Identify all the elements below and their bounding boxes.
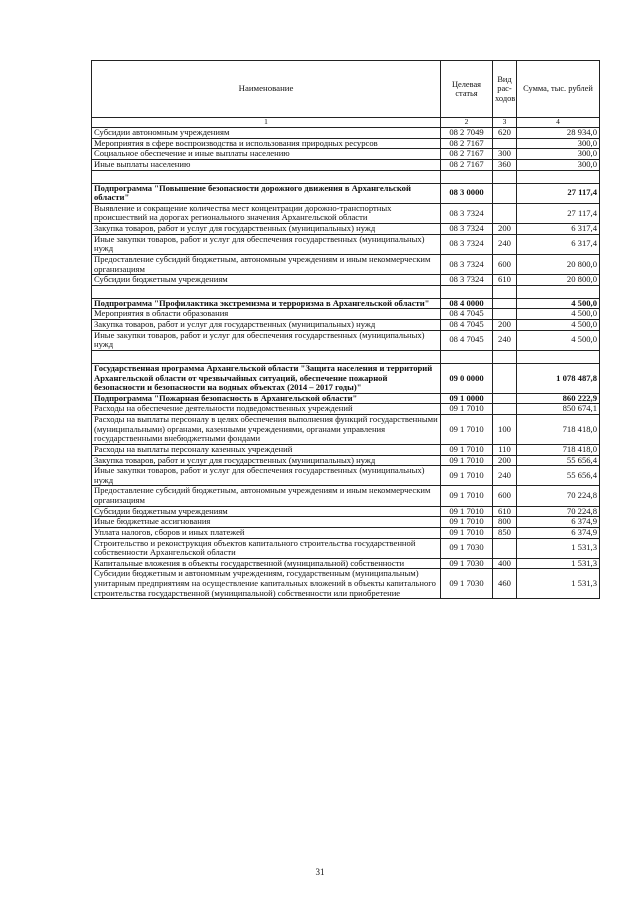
table-row [92, 569, 600, 599]
header-sum: Сумма, тыс. рублей [517, 61, 600, 118]
cell-expense-type [493, 183, 517, 203]
cell-target-code: 08 2 7167 [441, 149, 493, 160]
cell-amount: 718 418,0 [517, 415, 600, 445]
cell-amount: 20 800,0 [517, 254, 600, 274]
header-type: Вид рас-ходов [493, 61, 517, 118]
spacer-cell [92, 170, 441, 183]
cell-target-code: 08 3 7324 [441, 234, 493, 254]
cell-amount: 70 224,8 [517, 486, 600, 506]
table-row [92, 363, 600, 393]
page-number: 31 [315, 867, 325, 877]
cell-target-code: 08 4 7045 [441, 309, 493, 320]
cell-name: Субсидии бюджетным учреждениям [92, 275, 441, 286]
cell-expense-type: 240 [493, 330, 517, 350]
cell-name: Иные закупки товаров, работ и услуг для обеспечения государственных (муниципальных) нужд [92, 234, 441, 254]
spacer-row [92, 170, 600, 183]
cell-target-code: 08 4 7045 [441, 330, 493, 350]
budget-table [91, 60, 600, 599]
cell-expense-type: 850 [493, 527, 517, 538]
cell-name: Закупка товаров, работ и услуг для государственных (муниципальных) нужд [92, 224, 441, 235]
cell-expense-type [493, 393, 517, 404]
table-row [92, 455, 600, 466]
cell-target-code: 09 1 7010 [441, 466, 493, 486]
spacer-cell [517, 170, 600, 183]
cell-name: Субсидии бюджетным учреждениям [92, 506, 441, 517]
spacer-cell [92, 350, 441, 363]
cell-amount: 6 317,4 [517, 234, 600, 254]
table-row [92, 254, 600, 274]
cell-expense-type: 200 [493, 320, 517, 331]
table-row [92, 415, 600, 445]
table-row [92, 138, 600, 149]
cell-name: Подпрограмма "Повышение безопасности дорожного движения в Архангельской области" [92, 183, 441, 203]
cell-name: Предоставление субсидий бюджетным, автономным учреждениям и иным некоммерческим организациям [92, 254, 441, 274]
cell-name: Мероприятия в сфере воспроизводства и использования природных ресурсов [92, 138, 441, 149]
cell-target-code: 09 1 7010 [441, 415, 493, 445]
cell-amount: 6 374,9 [517, 527, 600, 538]
table-row [92, 275, 600, 286]
cell-target-code: 09 1 0000 [441, 393, 493, 404]
cell-target-code: 09 1 7010 [441, 486, 493, 506]
cell-amount: 55 656,4 [517, 466, 600, 486]
cell-target-code: 08 4 7045 [441, 320, 493, 331]
cell-target-code: 08 3 7324 [441, 254, 493, 274]
spacer-cell [493, 350, 517, 363]
table-row [92, 444, 600, 455]
table-row [92, 527, 600, 538]
cell-name: Закупка товаров, работ и услуг для государственных (муниципальных) нужд [92, 455, 441, 466]
cell-target-code: 08 2 7049 [441, 128, 493, 139]
cell-expense-type: 240 [493, 466, 517, 486]
column-number-row [92, 118, 600, 128]
cell-target-code: 08 3 7324 [441, 224, 493, 235]
table-row [92, 128, 600, 139]
table-row [92, 330, 600, 350]
cell-expense-type [493, 538, 517, 558]
cell-amount: 70 224,8 [517, 506, 600, 517]
cell-expense-type: 610 [493, 275, 517, 286]
spacer-row [92, 285, 600, 298]
header-name: Наименование [92, 61, 441, 118]
cell-amount: 27 117,4 [517, 203, 600, 223]
cell-target-code: 09 1 7030 [441, 538, 493, 558]
cell-amount: 850 674,1 [517, 404, 600, 415]
cell-amount: 4 500,0 [517, 309, 600, 320]
cell-expense-type [493, 138, 517, 149]
cell-amount: 1 531,3 [517, 569, 600, 599]
table-row [92, 506, 600, 517]
cell-target-code: 09 0 0000 [441, 363, 493, 393]
spacer-cell [517, 285, 600, 298]
cell-target-code: 08 2 7167 [441, 138, 493, 149]
cell-name: Уплата налогов, сборов и иных платежей [92, 527, 441, 538]
cell-expense-type: 800 [493, 517, 517, 528]
cell-name: Предоставление субсидий бюджетным, автономным учреждениям и иным некоммерческим организациям [92, 486, 441, 506]
cell-expense-type [493, 203, 517, 223]
spacer-row [92, 350, 600, 363]
cell-name: Строительство и реконструкция объектов капитального строительства государственной собственности Архангельской области [92, 538, 441, 558]
cell-target-code: 09 1 7030 [441, 569, 493, 599]
cell-amount: 1 078 487,8 [517, 363, 600, 393]
table-row [92, 309, 600, 320]
cell-target-code: 08 3 7324 [441, 203, 493, 223]
table-header-row [92, 61, 600, 118]
table-row [92, 183, 600, 203]
cell-amount: 28 934,0 [517, 128, 600, 139]
spacer-cell [441, 285, 493, 298]
cell-target-code: 09 1 7010 [441, 527, 493, 538]
table-row [92, 149, 600, 160]
table-row [92, 393, 600, 404]
cell-name: Мероприятия в области образования [92, 309, 441, 320]
cell-amount: 300,0 [517, 138, 600, 149]
table-body [92, 128, 600, 599]
cell-expense-type [493, 298, 517, 309]
cell-target-code: 09 1 7030 [441, 558, 493, 569]
cell-expense-type [493, 309, 517, 320]
cell-target-code: 09 1 7010 [441, 517, 493, 528]
cell-expense-type: 200 [493, 455, 517, 466]
column-number: 1 [92, 118, 441, 128]
column-number: 2 [441, 118, 493, 128]
cell-amount: 860 222,9 [517, 393, 600, 404]
cell-name: Иные выплаты населению [92, 159, 441, 170]
spacer-cell [517, 350, 600, 363]
cell-expense-type: 360 [493, 159, 517, 170]
cell-expense-type: 600 [493, 486, 517, 506]
cell-amount: 300,0 [517, 159, 600, 170]
table-row [92, 404, 600, 415]
spacer-cell [493, 170, 517, 183]
cell-expense-type: 200 [493, 224, 517, 235]
cell-target-code: 09 1 7010 [441, 404, 493, 415]
cell-name: Субсидии автономным учреждениям [92, 128, 441, 139]
cell-name: Субсидии бюджетным и автономным учреждениям, государственным (муниципальным) унитарным предприятиям на осуществление капитальных вложений в объекты капитального строительства государственной (муниципальной) собственности или приобретение [92, 569, 441, 599]
cell-name: Подпрограмма "Пожарная безопасность в Архангельской области" [92, 393, 441, 404]
cell-amount: 1 531,3 [517, 538, 600, 558]
spacer-cell [441, 350, 493, 363]
table-row [92, 486, 600, 506]
table-row [92, 298, 600, 309]
cell-expense-type: 460 [493, 569, 517, 599]
cell-target-code: 09 1 7010 [441, 455, 493, 466]
table-row [92, 234, 600, 254]
spacer-cell [493, 285, 517, 298]
cell-amount: 55 656,4 [517, 455, 600, 466]
table-row [92, 159, 600, 170]
cell-target-code: 08 3 0000 [441, 183, 493, 203]
cell-amount: 20 800,0 [517, 275, 600, 286]
cell-name: Расходы на выплаты персоналу казенных учреждений [92, 444, 441, 455]
cell-target-code: 08 3 7324 [441, 275, 493, 286]
table-row [92, 224, 600, 235]
table-row [92, 538, 600, 558]
cell-amount: 4 500,0 [517, 298, 600, 309]
cell-target-code: 08 4 0000 [441, 298, 493, 309]
cell-name: Иные закупки товаров, работ и услуг для обеспечения государственных (муниципальных) нужд [92, 330, 441, 350]
column-number: 4 [517, 118, 600, 128]
spacer-cell [441, 170, 493, 183]
cell-name: Выявление и сокращение количества мест концентрации дорожно-транспортных происшествий на дорогах регионального значения Архангельской области [92, 203, 441, 223]
table-row [92, 517, 600, 528]
cell-amount: 4 500,0 [517, 330, 600, 350]
cell-expense-type [493, 404, 517, 415]
cell-expense-type: 240 [493, 234, 517, 254]
column-number: 3 [493, 118, 517, 128]
cell-name: Расходы на обеспечение деятельности подведомственных учреждений [92, 404, 441, 415]
cell-amount: 6 374,9 [517, 517, 600, 528]
cell-name: Капитальные вложения в объекты государственной (муниципальной) собственности [92, 558, 441, 569]
spacer-cell [92, 285, 441, 298]
cell-name: Социальное обеспечение и иные выплаты населению [92, 149, 441, 160]
header-code: Целевая статья [441, 61, 493, 118]
cell-amount: 4 500,0 [517, 320, 600, 331]
cell-name: Расходы на выплаты персоналу в целях обеспечения выполнения функций государственными (муниципальными) органами, казенными учреждениями, органами управления государственными внебюджетными фондами [92, 415, 441, 445]
cell-name: Подпрограмма "Профилактика экстремизма и терроризма в Архангельской области" [92, 298, 441, 309]
cell-expense-type: 110 [493, 444, 517, 455]
cell-expense-type: 600 [493, 254, 517, 274]
cell-target-code: 08 2 7167 [441, 159, 493, 170]
cell-target-code: 09 1 7010 [441, 506, 493, 517]
cell-name: Иные закупки товаров, работ и услуг для обеспечения государственных (муниципальных) нужд [92, 466, 441, 486]
cell-name: Государственная программа Архангельской области "Защита населения и территорий Архангельской области от чрезвычайных ситуаций, обеспечение пожарной безопасности и безопасности на водных объектах (2014 – 2017 годы)" [92, 363, 441, 393]
table-row [92, 466, 600, 486]
cell-expense-type: 620 [493, 128, 517, 139]
cell-amount: 1 531,3 [517, 558, 600, 569]
cell-amount: 6 317,4 [517, 224, 600, 235]
cell-name: Иные бюджетные ассигнования [92, 517, 441, 528]
cell-name: Закупка товаров, работ и услуг для государственных (муниципальных) нужд [92, 320, 441, 331]
cell-expense-type [493, 363, 517, 393]
cell-amount: 718 418,0 [517, 444, 600, 455]
cell-expense-type: 400 [493, 558, 517, 569]
table-row [92, 203, 600, 223]
cell-expense-type: 610 [493, 506, 517, 517]
cell-amount: 27 117,4 [517, 183, 600, 203]
table-row [92, 558, 600, 569]
table-row [92, 320, 600, 331]
cell-amount: 300,0 [517, 149, 600, 160]
cell-target-code: 09 1 7010 [441, 444, 493, 455]
cell-expense-type: 300 [493, 149, 517, 160]
cell-expense-type: 100 [493, 415, 517, 445]
